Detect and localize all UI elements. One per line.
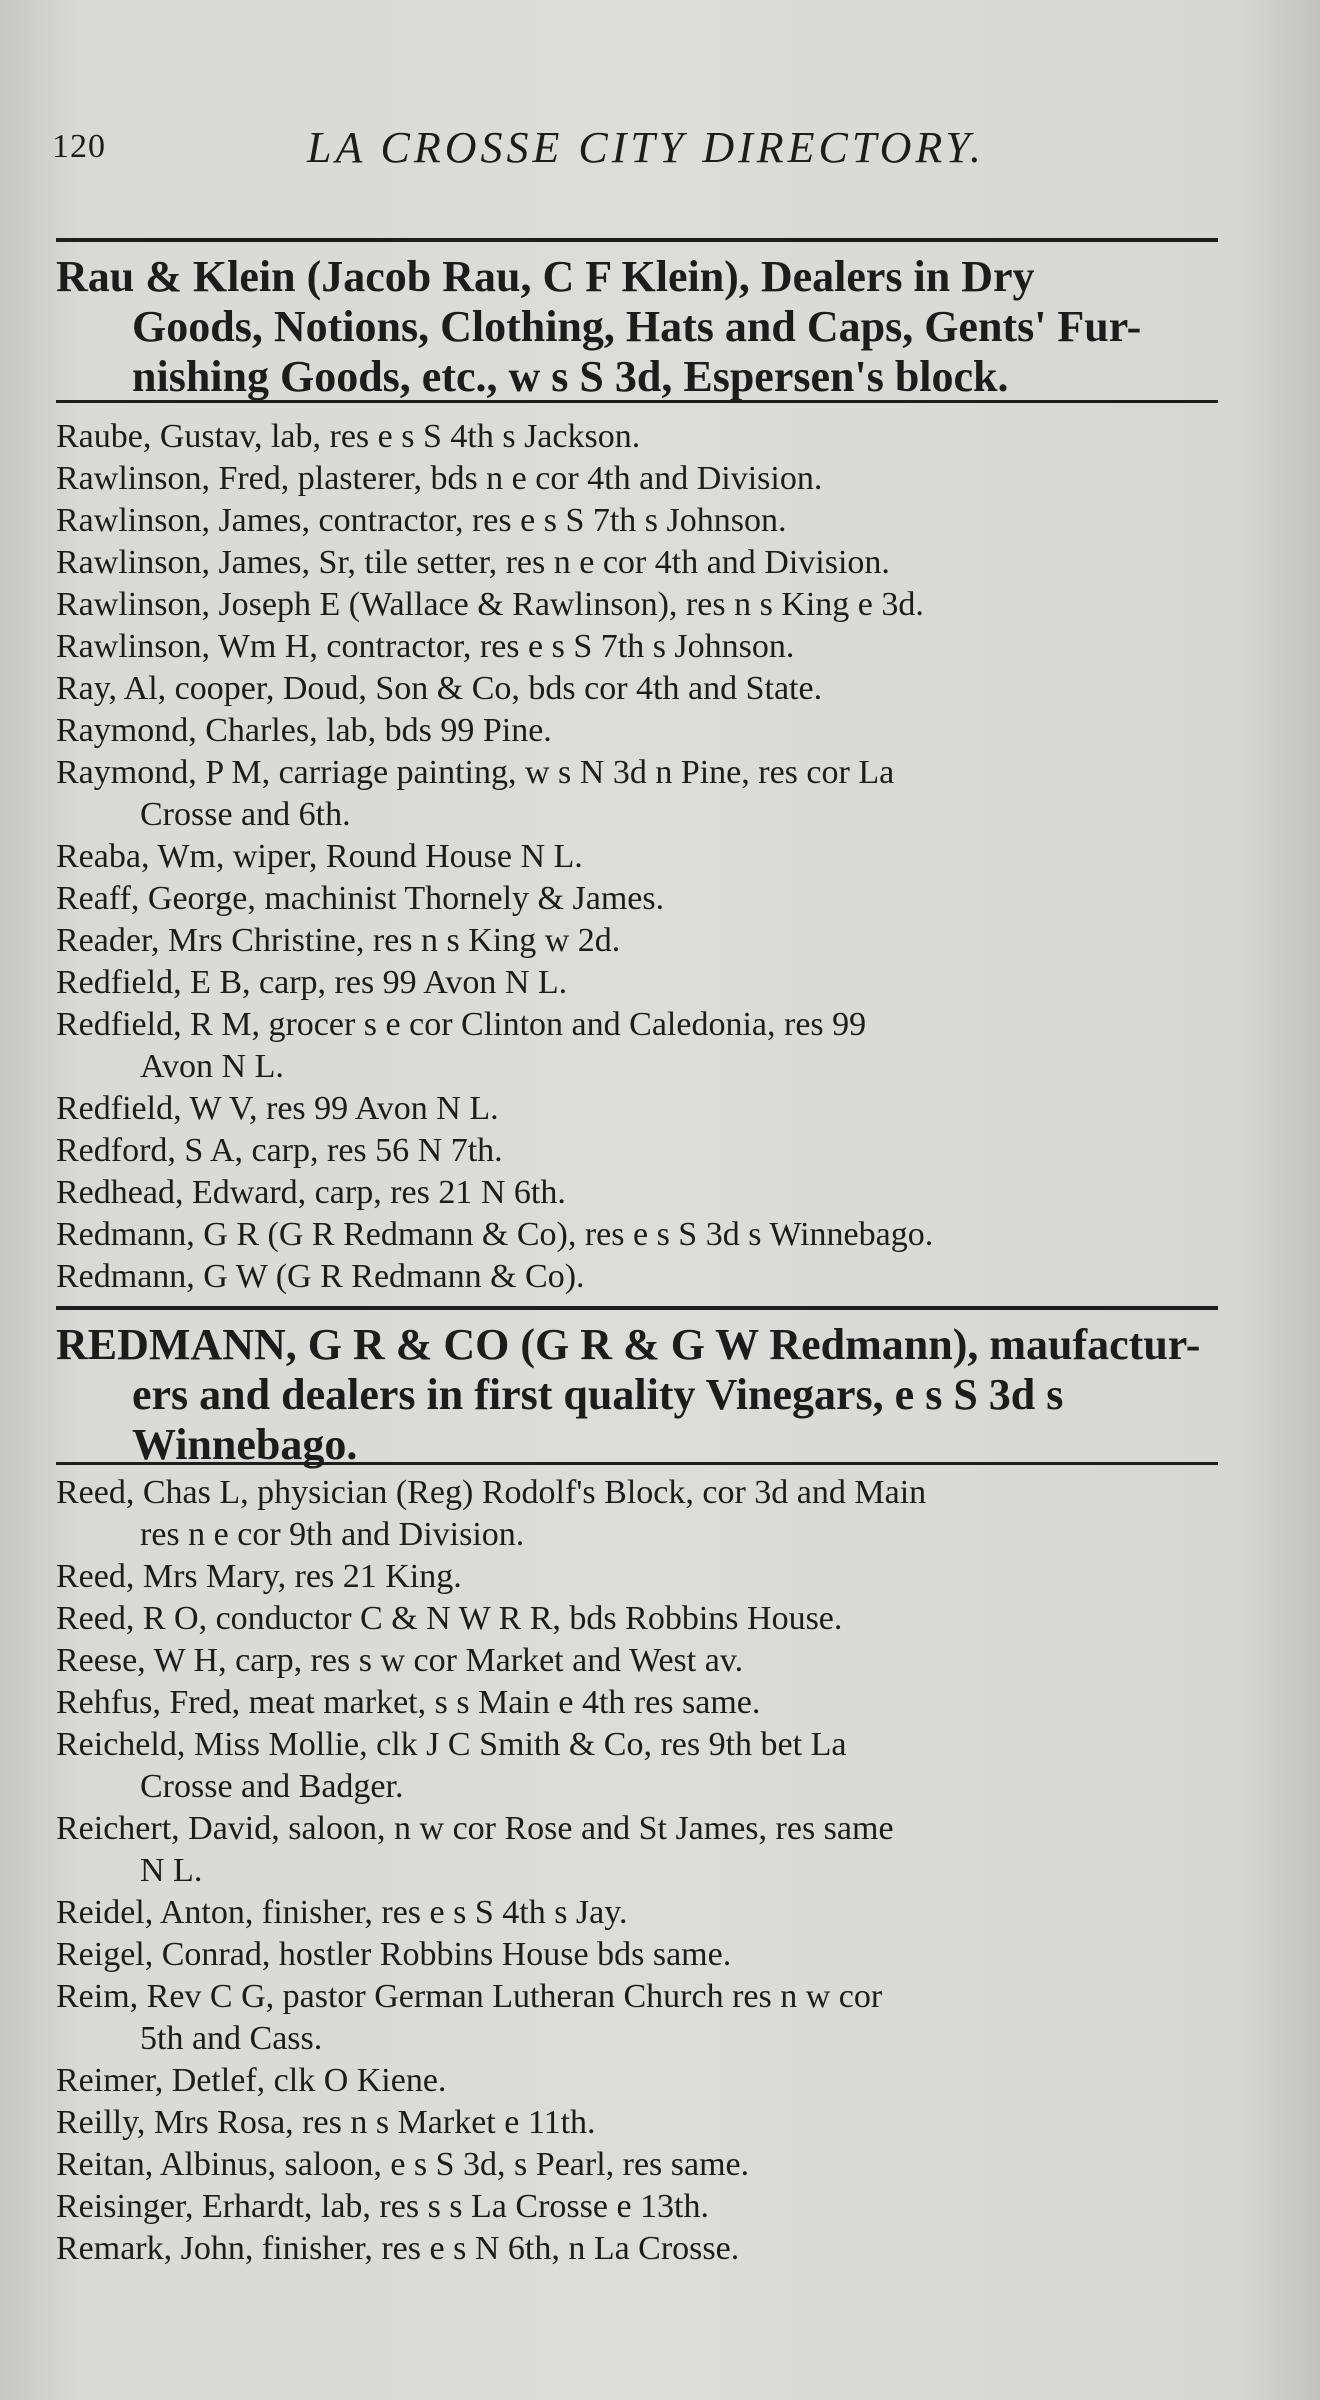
entry-text: Reitan, Albinus, saloon, e s S 3d, s Pearl, res same.: [56, 2146, 750, 2183]
ad-line: Rau & Klein (Jacob Rau, C F Klein), Dealers in Dry: [56, 252, 1035, 301]
directory-entry: [56, 2060, 1226, 2102]
directory-entry: [56, 1004, 1226, 1088]
entry-continuation: 5th and Cass.: [140, 2020, 323, 2057]
entry-text: Reigel, Conrad, hostler Robbins House bds same.: [56, 1936, 732, 1973]
entry-text: Redmann, G R (G R Redmann & Co), res e s S 3d s Winnebago.: [56, 1216, 934, 1253]
entry-text: Reichert, David, saloon, n w cor Rose and St James, res same: [56, 1810, 894, 1847]
directory-entry: [56, 1088, 1226, 1130]
directory-entry: [56, 500, 1226, 542]
entry-text: Rehfus, Fred, meat market, s s Main e 4th res same.: [56, 1684, 761, 1721]
entry-text: Reilly, Mrs Rosa, res n s Market e 11th.: [56, 2104, 596, 2141]
running-title: LA CROSSE CITY DIRECTORY.: [307, 123, 985, 172]
ad-top-rule: [56, 1306, 1218, 1310]
directory-entry: [56, 1976, 1226, 2060]
entry-text: Raymond, Charles, lab, bds 99 Pine.: [56, 712, 552, 749]
directory-entries-group-2: [56, 1472, 1226, 2270]
directory-entry: [56, 626, 1226, 668]
entry-text: Reidel, Anton, finisher, res e s S 4th s Jay.: [56, 1894, 628, 1931]
entry-text: Reader, Mrs Christine, res n s King w 2d.: [56, 922, 621, 959]
page-number: 120: [52, 128, 106, 165]
directory-entry: [56, 1472, 1226, 1556]
entry-text: Reaba, Wm, wiper, Round House N L.: [56, 838, 583, 875]
directory-entry: [56, 1640, 1226, 1682]
directory-entry: [56, 2102, 1226, 2144]
directory-entry: [56, 1556, 1226, 1598]
directory-entry: [56, 962, 1226, 1004]
ad-bottom-rule: [56, 1462, 1218, 1465]
directory-entry: [56, 458, 1226, 500]
directory-entry: [56, 1256, 1226, 1298]
directory-entry: [56, 2228, 1226, 2270]
ad-line: Goods, Notions, Clothing, Hats and Caps, Gents' Fur-: [132, 302, 1142, 351]
entry-text: Reed, Mrs Mary, res 21 King.: [56, 1558, 462, 1595]
entry-text: Remark, John, finisher, res e s N 6th, n La Crosse.: [56, 2230, 740, 2267]
entry-text: Reim, Rev C G, pastor German Lutheran Church res n w cor: [56, 1978, 883, 2015]
entry-text: Reaff, George, machinist Thornely & James.: [56, 880, 665, 917]
entry-text: Reicheld, Miss Mollie, clk J C Smith & Co, res 9th bet La: [56, 1726, 847, 1763]
entry-text: Reed, Chas L, physician (Reg) Rodolf's Block, cor 3d and Main: [56, 1474, 927, 1511]
entry-text: Rawlinson, Wm H, contractor, res e s S 7th s Johnson.: [56, 628, 795, 665]
directory-entries-group-1: [56, 416, 1226, 1298]
entry-text: Redfield, R M, grocer s e cor Clinton and Caledonia, res 99: [56, 1006, 867, 1043]
ad-line: REDMANN, G R & CO (G R & G W Redmann), maufactur-: [56, 1320, 1201, 1369]
directory-entry: [56, 2186, 1226, 2228]
entry-continuation: Crosse and Badger.: [140, 1768, 404, 1805]
directory-entry: [56, 1172, 1226, 1214]
entry-text: Raube, Gustav, lab, res e s S 4th s Jackson.: [56, 418, 641, 455]
directory-entry: [56, 1598, 1226, 1640]
ad-line: Winnebago.: [132, 1420, 358, 1469]
ad-line: ers and dealers in first quality Vinegars, e s S 3d s: [132, 1370, 1064, 1419]
entry-text: Rawlinson, Joseph E (Wallace & Rawlinson), res n s King e 3d.: [56, 586, 924, 623]
entry-text: Reimer, Detlef, clk O Kiene.: [56, 2062, 447, 2099]
directory-entry: [56, 416, 1226, 458]
running-head: [52, 118, 1232, 178]
entry-text: Redford, S A, carp, res 56 N 7th.: [56, 1132, 503, 1169]
entry-text: Ray, Al, cooper, Doud, Son & Co, bds cor 4th and State.: [56, 670, 823, 707]
advertisement-redmann: [56, 1320, 1218, 1470]
entry-text: Raymond, P M, carriage painting, w s N 3d n Pine, res cor La: [56, 754, 895, 791]
entry-text: Rawlinson, Fred, plasterer, bds n e cor 4th and Division.: [56, 460, 823, 497]
entry-text: Reed, R O, conductor C & N W R R, bds Robbins House.: [56, 1600, 843, 1637]
directory-entry: [56, 542, 1226, 584]
directory-entry: [56, 584, 1226, 626]
directory-entry: [56, 1934, 1226, 1976]
entry-continuation: res n e cor 9th and Division.: [140, 1516, 525, 1553]
directory-entry: [56, 1682, 1226, 1724]
ad-divider-rule: [56, 400, 1218, 403]
top-rule: [56, 238, 1218, 242]
entry-text: Redfield, W V, res 99 Avon N L.: [56, 1090, 499, 1127]
ad-line: nishing Goods, etc., w s S 3d, Espersen's block.: [132, 352, 1009, 401]
directory-entry: [56, 2144, 1226, 2186]
entry-text: Redfield, E B, carp, res 99 Avon N L.: [56, 964, 568, 1001]
entry-text: Redhead, Edward, carp, res 21 N 6th.: [56, 1174, 566, 1211]
directory-entry: [56, 668, 1226, 710]
directory-entry: [56, 752, 1226, 836]
directory-entry: [56, 878, 1226, 920]
advertisement-rau-klein: [56, 252, 1218, 402]
directory-entry: [56, 1130, 1226, 1172]
directory-entry: [56, 710, 1226, 752]
entry-text: Reese, W H, carp, res s w cor Market and West av.: [56, 1642, 744, 1679]
directory-entry: [56, 1724, 1226, 1808]
directory-entry: [56, 1214, 1226, 1256]
entry-continuation: N L.: [140, 1852, 203, 1889]
entry-continuation: Crosse and 6th.: [140, 796, 351, 833]
entry-text: Reisinger, Erhardt, lab, res s s La Crosse e 13th.: [56, 2188, 709, 2225]
directory-entry: [56, 1808, 1226, 1892]
directory-entry: [56, 1892, 1226, 1934]
directory-entry: [56, 920, 1226, 962]
directory-entry: [56, 836, 1226, 878]
entry-continuation: Avon N L.: [140, 1048, 284, 1085]
entry-text: Rawlinson, James, contractor, res e s S 7th s Johnson.: [56, 502, 787, 539]
entry-text: Redmann, G W (G R Redmann & Co).: [56, 1258, 585, 1295]
entry-text: Rawlinson, James, Sr, tile setter, res n e cor 4th and Division.: [56, 544, 890, 581]
